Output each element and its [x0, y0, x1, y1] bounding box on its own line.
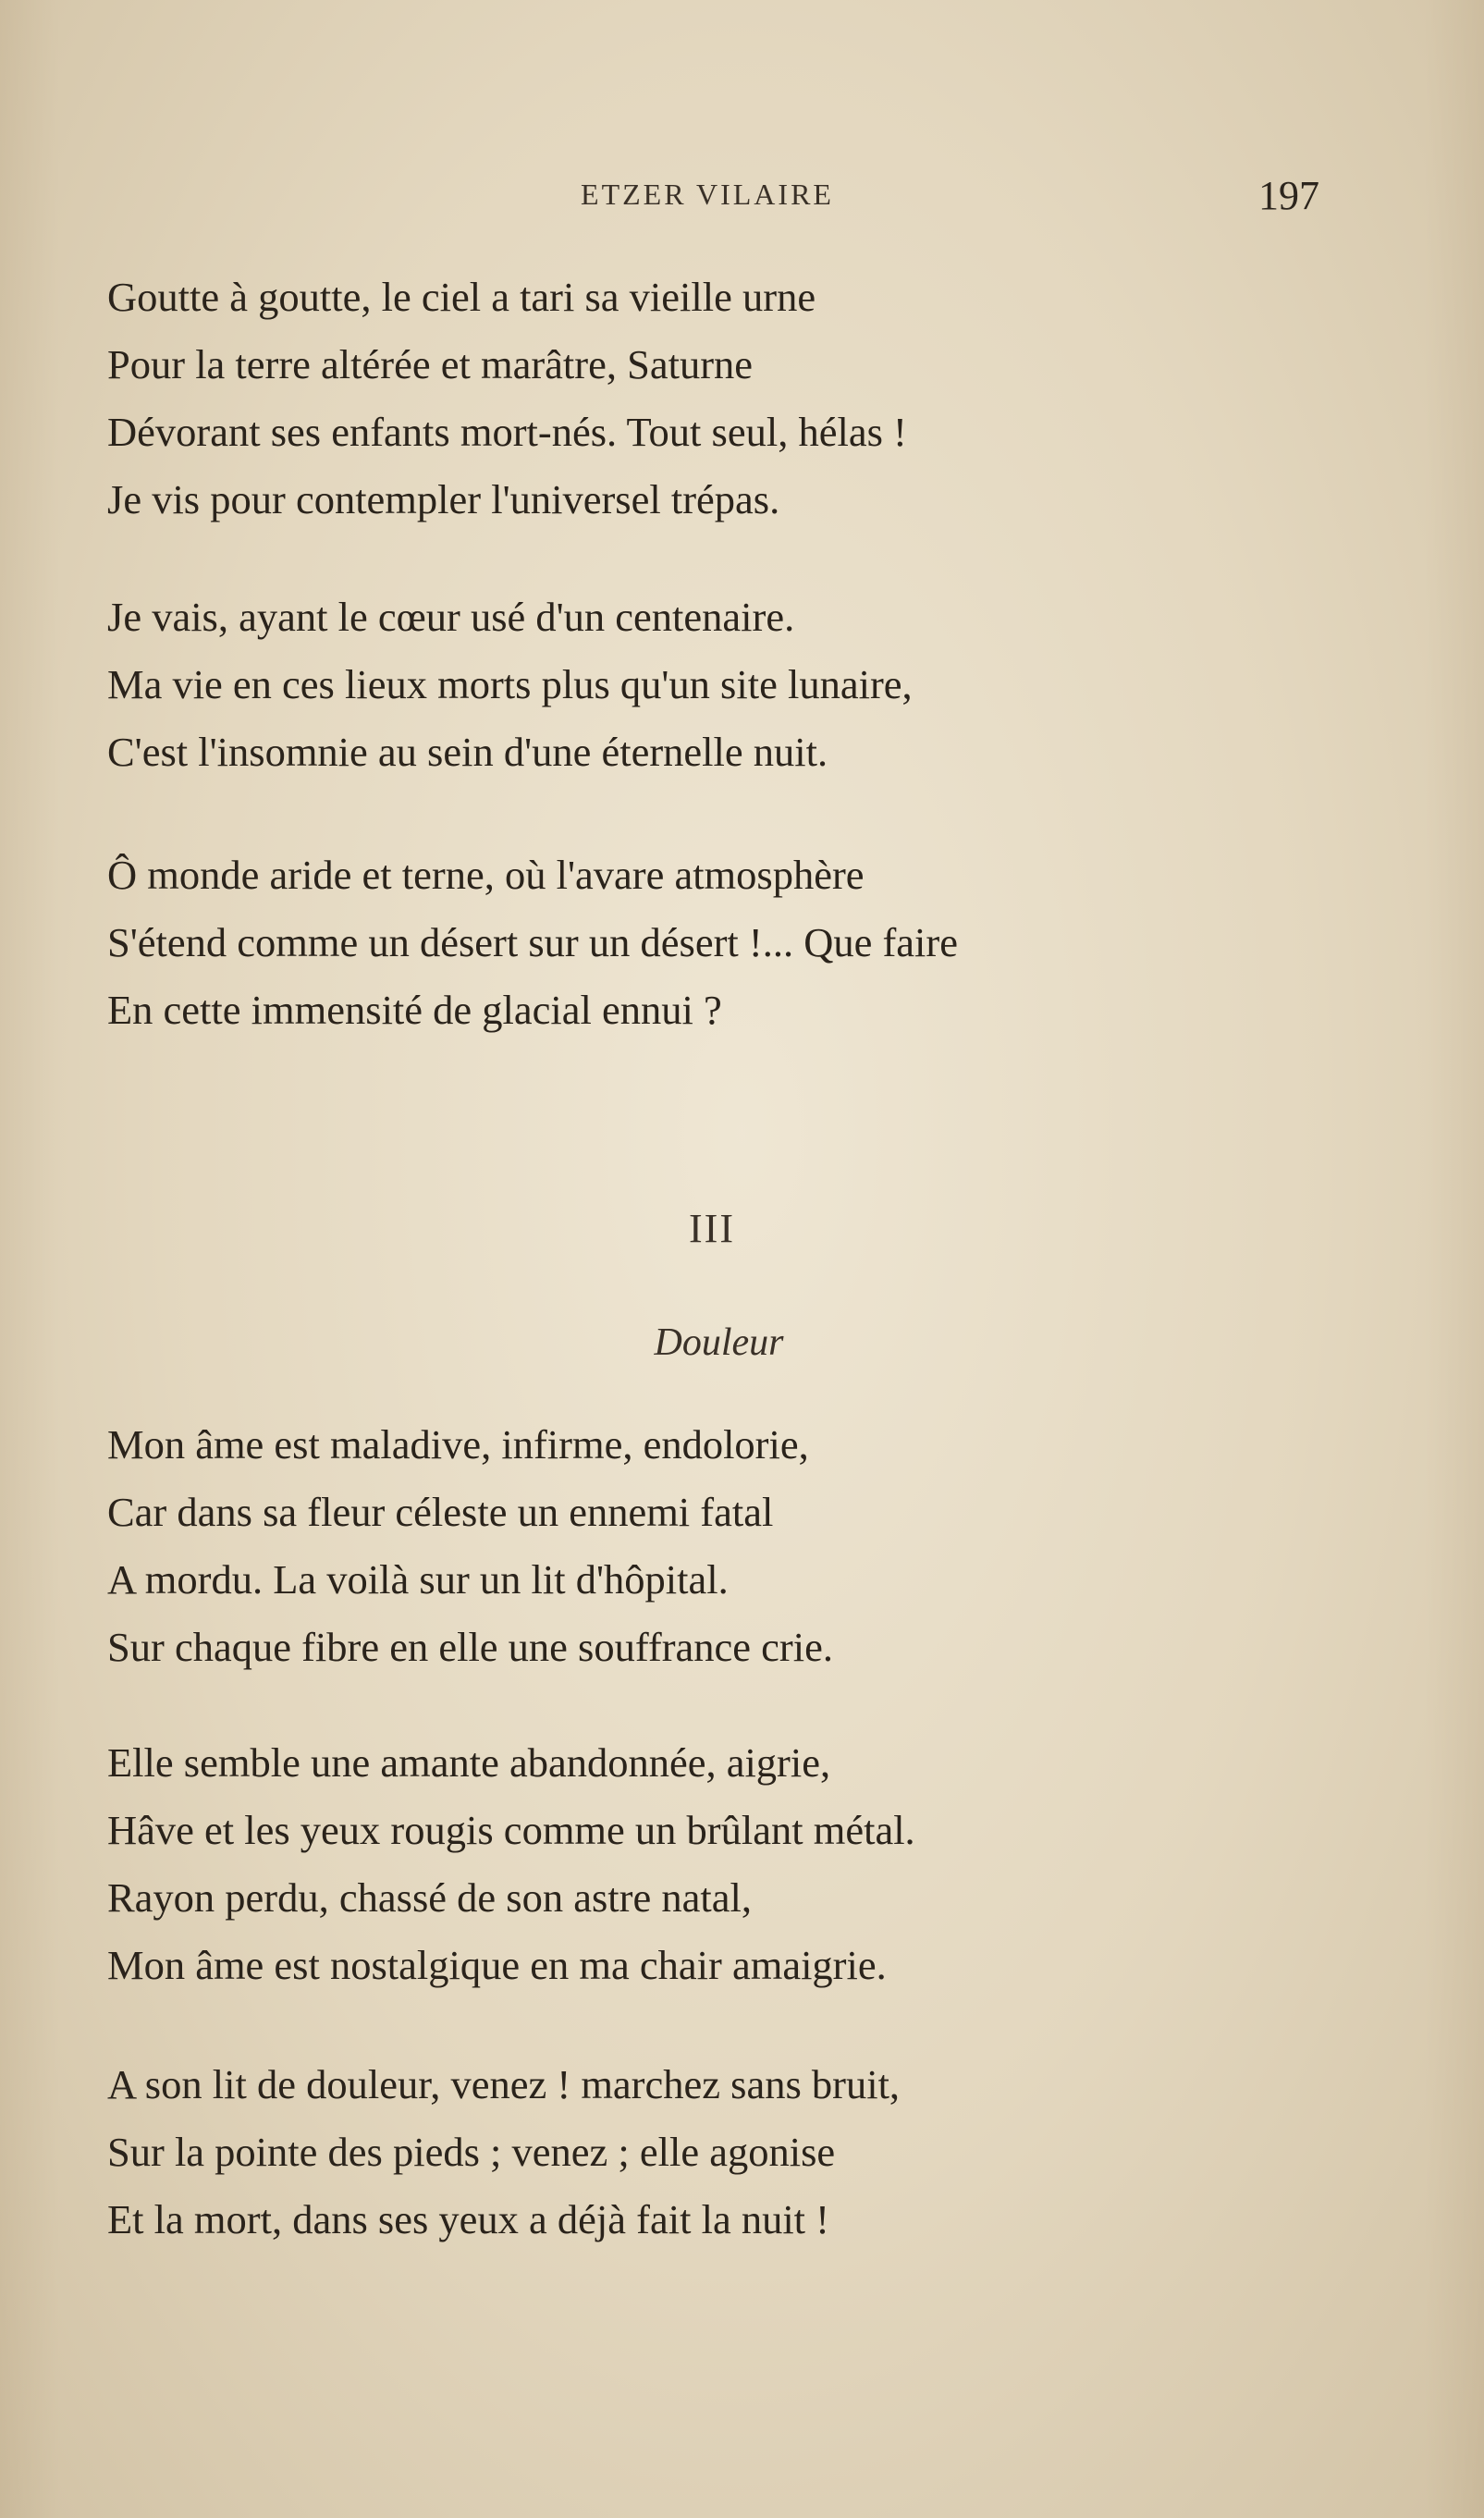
verse-line: C'est l'insomnie au sein d'une éternelle nuit. — [107, 729, 828, 775]
stanza-2 — [107, 583, 1272, 786]
verse-line: Car dans sa fleur céleste un ennemi fatal — [107, 1489, 774, 1535]
verse-line: En cette immensité de glacial ennui ? — [107, 987, 722, 1033]
verse-line: Ma vie en ces lieux morts plus qu'un site lunaire, — [107, 661, 913, 707]
running-title: ETZER VILAIRE — [581, 178, 834, 211]
verse-line: Dévorant ses enfants mort-nés. Tout seul, hélas ! — [107, 409, 907, 455]
stanza-5 — [107, 1729, 1272, 1999]
verse-line: Goutte à goutte, le ciel a tari sa vieille urne — [107, 274, 816, 320]
verse-line: A son lit de douleur, venez ! marchez sans bruit, — [107, 2061, 901, 2107]
verse-line: Je vais, ayant le cœur usé d'un centenaire. — [107, 594, 795, 640]
verse-line: A mordu. La voilà sur un lit d'hôpital. — [107, 1556, 729, 1603]
verse-line: Je vis pour contempler l'universel trépas. — [107, 476, 780, 522]
stanza-6 — [107, 2051, 1272, 2254]
stanza-1 — [107, 264, 1272, 534]
verse-line: Sur chaque fibre en elle une souffrance crie. — [107, 1624, 833, 1670]
verse-line: Elle semble une amante abandonnée, aigrie, — [107, 1739, 831, 1786]
verse-line: Mon âme est maladive, infirme, endolorie, — [107, 1421, 809, 1468]
stanza-3 — [107, 841, 1272, 1044]
verse-line: Rayon perdu, chassé de son astre natal, — [107, 1874, 752, 1921]
verse-line: Mon âme est nostalgique en ma chair amaigrie. — [107, 1942, 887, 1988]
verse-line: Sur la pointe des pieds ; venez ; elle agonise — [107, 2129, 836, 2175]
verse-line: Pour la terre altérée et marâtre, Saturne — [107, 341, 754, 387]
verse-line: S'étend comme un désert sur un désert !... Que faire — [107, 919, 958, 965]
stanza-4 — [107, 1411, 1272, 1681]
verse-line: Et la mort, dans ses yeux a déjà fait la nuit ! — [107, 2196, 829, 2242]
page-number: 197 — [1258, 173, 1319, 218]
section-title: Douleur — [654, 1321, 784, 1364]
section-number: III — [689, 1206, 735, 1251]
running-head — [0, 173, 1484, 224]
verse-line: Hâve et les yeux rougis comme un brûlant métal. — [107, 1807, 915, 1853]
verse-line: Ô monde aride et terne, où l'avare atmosphère — [107, 852, 865, 898]
